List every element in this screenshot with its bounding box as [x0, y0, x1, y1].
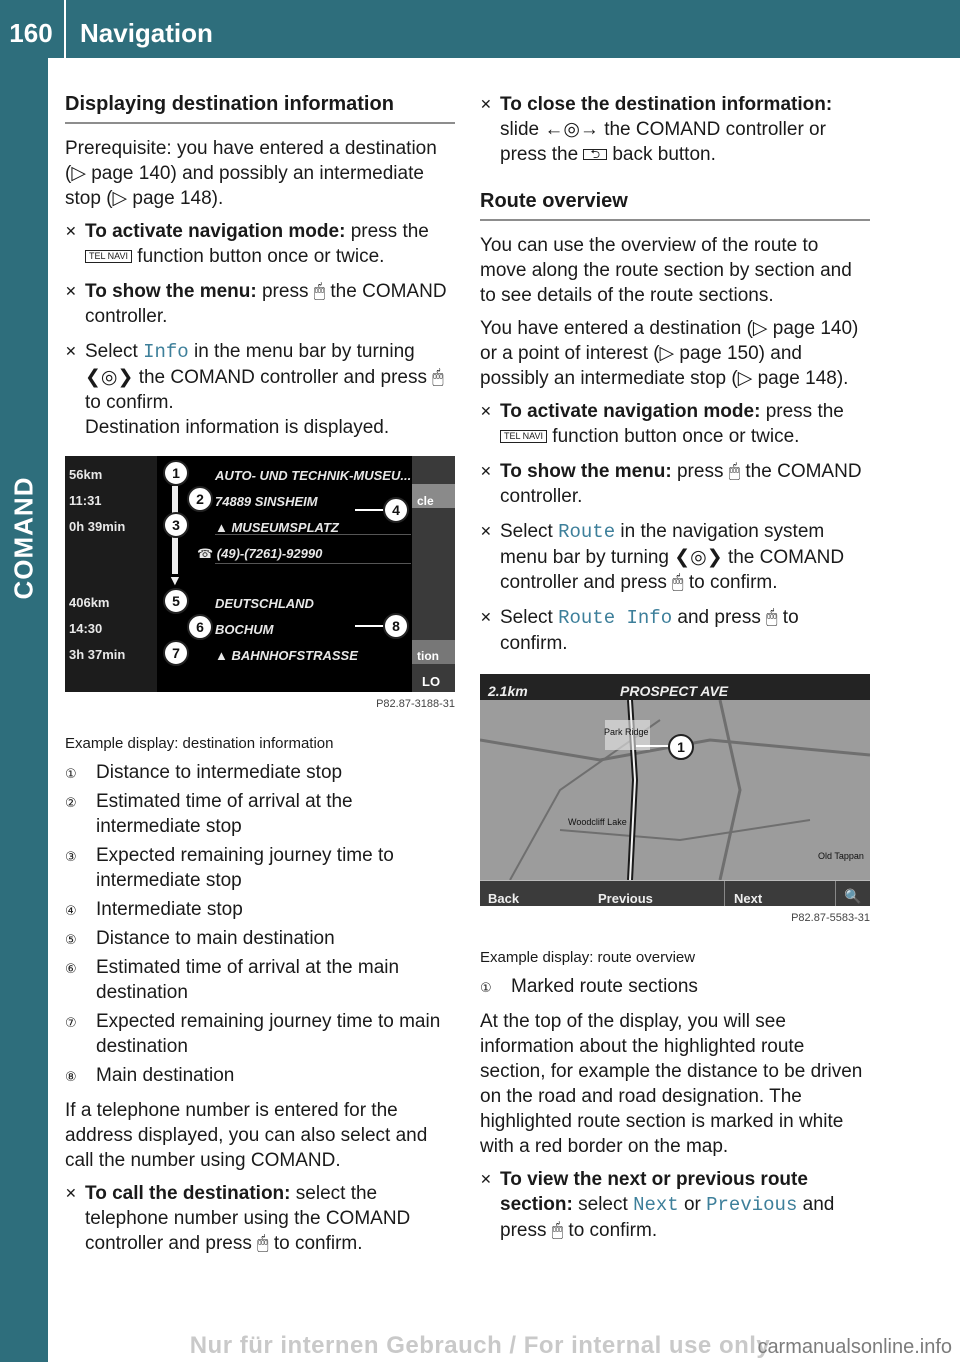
route-street: PROSPECT AVE — [620, 683, 729, 699]
display-info-paragraph: At the top of the display, you will see information about the highlighted route section, for example the distance to be driven on the road and road designation. The highlighted route section is marked in white with a red border on the map. — [480, 1011, 863, 1157]
info-row — [65, 586, 455, 612]
legend-item: ③ Expected remaining journey time to intermediate stop — [65, 845, 394, 891]
back-button-icon: ⮌ — [583, 149, 607, 160]
side-label: tion — [417, 649, 439, 663]
route-overview-paragraph: You can use the overview of the route to move along the route section by section and to see details of the route sections. — [480, 235, 852, 306]
step-label: To close the destination information: — [500, 94, 833, 115]
route-button-bar — [480, 880, 870, 906]
step-arrow-icon: ✕ — [480, 96, 492, 112]
step-result: Destination information is displayed. — [85, 417, 390, 438]
info-row-text: ▲ MUSEUMSPLATZ — [215, 520, 339, 535]
destination-info-image — [65, 456, 455, 717]
step-text: back button. — [607, 144, 716, 165]
callout-number: 1 — [668, 734, 694, 760]
callout-number: 6 — [187, 614, 213, 640]
step-call-destination — [65, 1181, 455, 1256]
step-text: function button once or twice. — [547, 426, 800, 447]
tel-navi-key-icon: TEL NAVI — [85, 250, 132, 263]
step-text: slide ←◎→ the COMAND controller or press the — [500, 119, 826, 165]
legend-list — [65, 760, 455, 1088]
info-row-text: DEUTSCHLAND — [215, 596, 314, 611]
legend-item: ① Marked route sections — [480, 976, 698, 997]
info-row — [65, 638, 455, 664]
callout-number: 8 — [383, 613, 409, 639]
info-row — [65, 458, 455, 484]
step-arrow-icon: ✕ — [480, 463, 492, 479]
step-select-route-info — [480, 605, 870, 656]
info-row-value: 14:30 — [69, 621, 103, 636]
menu-item-info: Info — [143, 341, 189, 363]
previous-button[interactable]: Previous — [598, 891, 653, 906]
destination-info-screen — [65, 456, 455, 692]
step-text: select the telephone number using the COMAND controller and press 🖱 to confirm. — [85, 1183, 411, 1254]
right-column — [480, 92, 870, 1253]
step-close-destination-info — [480, 92, 870, 167]
side-label: cle — [417, 494, 434, 508]
route-distance: 2.1km — [488, 683, 528, 699]
phone-paragraph: If a telephone number is entered for the address displayed, you can also select and call the number using COMAND. — [65, 1100, 428, 1171]
left-column — [65, 92, 455, 1266]
menu-item-next: Next — [633, 1194, 679, 1216]
step-show-menu — [480, 459, 870, 509]
header-divider — [64, 0, 66, 58]
step-text: or — [678, 1194, 707, 1215]
step-activate-navigation — [65, 219, 455, 269]
info-row-value: 11:31 — [69, 493, 102, 508]
step-text: press 🖱 the COMAND controller. — [500, 461, 862, 507]
step-arrow-icon: ✕ — [480, 609, 492, 625]
sidebar-title: COMAND — [8, 476, 39, 600]
back-button[interactable]: Back — [488, 891, 520, 906]
step-arrow-icon: ✕ — [480, 1171, 492, 1187]
info-row-text: AUTO- UND TECHNIK-MUSEU... — [215, 468, 412, 483]
legend-item: ① Distance to intermediate stop — [65, 762, 343, 783]
tel-navi-key-icon: TEL NAVI — [500, 430, 547, 443]
menu-item-previous: Previous — [706, 1194, 798, 1216]
section-heading-destination-info: Displaying destination information — [65, 92, 455, 124]
step-label: To show the menu: — [85, 281, 257, 302]
step-text: function button once or twice. — [132, 246, 385, 267]
footer-internal-use: Nur für internen Gebrauch / For internal use only — [189, 1332, 771, 1359]
chapter-title: Navigation — [80, 18, 213, 48]
info-row-phone — [65, 536, 455, 562]
route-overview-screen — [480, 674, 870, 906]
step-view-route-section — [480, 1167, 870, 1243]
step-arrow-icon: ✕ — [480, 403, 492, 419]
next-button[interactable]: Next — [734, 891, 763, 906]
sidebar — [0, 58, 48, 1362]
step-select-route — [480, 519, 870, 595]
route-map — [480, 700, 870, 880]
step-label: To call the destination: — [85, 1183, 291, 1204]
info-row-value: 3h 37min — [69, 647, 126, 662]
info-row-value: 406km — [69, 595, 110, 610]
info-row-text: 74889 SINSHEIM — [215, 494, 318, 509]
place-label: Park Ridge — [604, 727, 649, 737]
step-text: Select — [500, 607, 559, 628]
place-label: Old Tappan — [818, 851, 864, 861]
step-arrow-icon: ✕ — [65, 1185, 77, 1201]
step-activate-navigation — [480, 399, 870, 449]
step-label: To show the menu: — [500, 461, 672, 482]
step-arrow-icon: ✕ — [480, 523, 492, 539]
callout-number: 4 — [383, 497, 409, 523]
step-show-menu — [65, 279, 455, 329]
side-label: LO — [422, 674, 441, 689]
page-number: 160 — [9, 18, 53, 48]
legend-item: ⑦ Expected remaining journey time to main destination — [65, 1011, 441, 1057]
menu-item-route-info: Route Info — [558, 607, 673, 629]
step-text: in the menu bar by turning ❮◎❯ the COMAND controller and press 🖱 to confirm. — [85, 341, 444, 413]
callout-number: 1 — [163, 460, 189, 486]
legend-item: ⑤ Distance to main destination — [65, 928, 335, 949]
step-arrow-icon: ✕ — [65, 343, 77, 359]
step-select-info — [65, 339, 455, 440]
step-text: press the — [760, 401, 844, 422]
step-label: To view the next or previous route section: — [500, 1169, 808, 1215]
step-text: and press 🖱 to confirm. — [500, 607, 799, 654]
legend-item: ⑥ Estimated time of arrival at the main destination — [65, 957, 400, 1003]
step-label: To activate navigation mode: — [500, 401, 761, 422]
callout-number: 7 — [163, 640, 189, 666]
step-text: Select — [500, 521, 559, 542]
page-header — [0, 0, 960, 58]
callout-number: 2 — [187, 486, 213, 512]
info-row-text: BOCHUM — [215, 622, 274, 637]
step-arrow-icon: ✕ — [65, 283, 77, 299]
step-text: and press 🖱 to confirm. — [500, 1194, 835, 1241]
step-arrow-icon: ✕ — [65, 223, 77, 239]
phone-number-text: ☎ (49)-(7261)-92990 — [197, 546, 323, 561]
info-row-value: 0h 39min — [69, 519, 126, 534]
legend-item: ② Estimated time of arrival at the intermediate stop — [65, 791, 353, 837]
image-caption: Example display: destination information — [65, 735, 334, 752]
route-overview-image — [480, 674, 870, 931]
image-caption: Example display: route overview — [480, 949, 696, 966]
place-label: Woodcliff Lake — [568, 817, 627, 827]
callout-number: 3 — [163, 512, 189, 538]
menu-item-route: Route — [558, 521, 616, 543]
route-prerequisite: You have entered a destination (▷ page 140) or a point of interest (▷ page 150) and possibly an intermediate stop (▷ page 148). — [480, 318, 859, 389]
step-text: Select — [85, 341, 144, 362]
callout-number: 5 — [163, 588, 189, 614]
section-heading-route-overview: Route overview — [480, 189, 870, 221]
legend-item: ④ Intermediate stop — [65, 899, 243, 920]
info-row-text: ▲ BAHNHOFSTRASSE — [215, 648, 358, 663]
step-text: in the navigation system menu bar by turning ❮◎❯ the COMAND controller and press 🖱 to confirm. — [500, 521, 845, 593]
zoom-magnifier-icon[interactable]: 🔍 — [844, 888, 862, 904]
prerequisite-text: Prerequisite: you have entered a destination (▷ page 140) and possibly an intermediate stop (▷ page 148). — [65, 138, 437, 209]
step-text: press the — [345, 221, 429, 242]
step-label: To activate navigation mode: — [85, 221, 346, 242]
down-arrow-icon: ▼ — [168, 572, 182, 588]
legend-item: ⑧ Main destination — [65, 1065, 235, 1086]
step-text: select — [572, 1194, 634, 1215]
step-text: press 🖱 the COMAND controller. — [85, 281, 447, 327]
info-row-value: 56km — [69, 467, 103, 482]
image-reference: P82.87-3188-31 — [376, 698, 455, 710]
image-reference: P82.87-5583-31 — [791, 912, 870, 924]
footer-watermark: carmanualsonline.info — [757, 1336, 952, 1358]
